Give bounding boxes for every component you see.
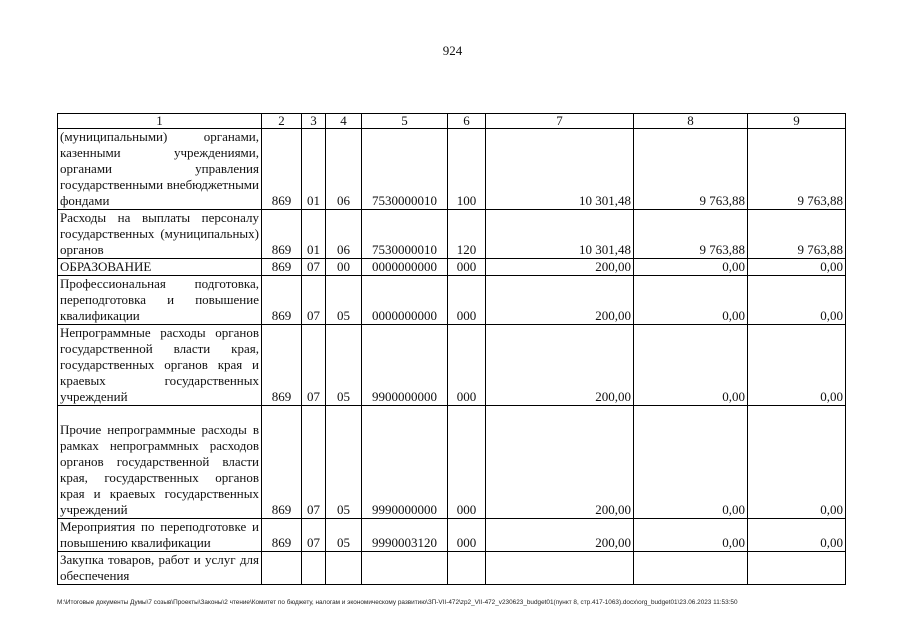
table-row (58, 276, 846, 325)
cell-amount-year-1: 200,00 (486, 276, 634, 325)
cell-ministry-code: 869 (262, 210, 302, 259)
cell-expense-type: 000 (448, 276, 486, 325)
cell-section: 07 (302, 519, 326, 552)
cell-section: 01 (302, 210, 326, 259)
cell-target-article: 9900000000 (362, 325, 448, 406)
cell-amount-year-2: 9 763,88 (634, 129, 748, 210)
cell-amount-year-3: 0,00 (748, 519, 846, 552)
cell-amount-year-1: 200,00 (486, 259, 634, 276)
cell-expense-type: 120 (448, 210, 486, 259)
column-header-1: 1 (58, 114, 262, 129)
cell-amount-year-1 (486, 552, 634, 585)
cell-ministry-code (262, 552, 302, 585)
cell-ministry-code: 869 (262, 259, 302, 276)
row-name: Закупка товаров, работ и услуг для обеспечения (58, 552, 262, 585)
row-name: Профессиональная подготовка, переподготовка и повышение квалификации (58, 276, 262, 325)
cell-amount-year-1: 10 301,48 (486, 210, 634, 259)
cell-amount-year-3: 0,00 (748, 325, 846, 406)
cell-amount-year-1: 200,00 (486, 406, 634, 519)
cell-target-article: 9990003120 (362, 519, 448, 552)
cell-amount-year-2: 9 763,88 (634, 210, 748, 259)
column-header-7: 7 (486, 114, 634, 129)
table-row (58, 210, 846, 259)
cell-target-article: 0000000000 (362, 259, 448, 276)
cell-ministry-code: 869 (262, 406, 302, 519)
column-header-8: 8 (634, 114, 748, 129)
budget-table (57, 113, 846, 585)
cell-amount-year-2: 0,00 (634, 276, 748, 325)
cell-amount-year-3: 0,00 (748, 276, 846, 325)
cell-subsection: 06 (326, 210, 362, 259)
cell-target-article: 9990000000 (362, 406, 448, 519)
column-header-9: 9 (748, 114, 846, 129)
cell-target-article: 0000000000 (362, 276, 448, 325)
cell-expense-type (448, 552, 486, 585)
cell-subsection: 06 (326, 129, 362, 210)
row-name: Непрограммные расходы органов государственной власти края, государственных органов края и краевых государственных учреждений (58, 325, 262, 406)
table-row (58, 325, 846, 406)
table-row (58, 259, 846, 276)
cell-expense-type: 100 (448, 129, 486, 210)
cell-amount-year-3: 0,00 (748, 406, 846, 519)
row-name: ОБРАЗОВАНИЕ (58, 259, 262, 276)
cell-subsection: 00 (326, 259, 362, 276)
cell-ministry-code: 869 (262, 519, 302, 552)
cell-amount-year-2: 0,00 (634, 259, 748, 276)
column-header-6: 6 (448, 114, 486, 129)
cell-section (302, 552, 326, 585)
table-row (58, 552, 846, 585)
row-name: Расходы на выплаты персоналу государственных (муниципальных) органов (58, 210, 262, 259)
cell-amount-year-1: 200,00 (486, 519, 634, 552)
cell-subsection: 05 (326, 519, 362, 552)
cell-amount-year-1: 200,00 (486, 325, 634, 406)
cell-amount-year-2: 0,00 (634, 519, 748, 552)
cell-ministry-code: 869 (262, 129, 302, 210)
cell-section: 07 (302, 259, 326, 276)
cell-target-article: 7530000010 (362, 210, 448, 259)
cell-section: 01 (302, 129, 326, 210)
cell-expense-type: 000 (448, 519, 486, 552)
cell-amount-year-3: 9 763,88 (748, 210, 846, 259)
column-header-5: 5 (362, 114, 448, 129)
cell-expense-type: 000 (448, 406, 486, 519)
cell-section: 07 (302, 406, 326, 519)
cell-subsection: 05 (326, 325, 362, 406)
column-number-row (58, 114, 846, 129)
cell-expense-type: 000 (448, 259, 486, 276)
cell-amount-year-3: 9 763,88 (748, 129, 846, 210)
cell-target-article: 7530000010 (362, 129, 448, 210)
cell-expense-type: 000 (448, 325, 486, 406)
table-row (58, 406, 846, 519)
page-number: 924 (442, 43, 463, 58)
column-header-2: 2 (262, 114, 302, 129)
cell-amount-year-2 (634, 552, 748, 585)
column-header-3: 3 (302, 114, 326, 129)
row-name: (муниципальными) органами, казенными учреждениями, органами управления государственными внебюджетными фондами (58, 129, 262, 210)
cell-amount-year-2: 0,00 (634, 325, 748, 406)
cell-amount-year-1: 10 301,48 (486, 129, 634, 210)
cell-amount-year-3: 0,00 (748, 259, 846, 276)
cell-target-article (362, 552, 448, 585)
table-row (58, 519, 846, 552)
column-header-4: 4 (326, 114, 362, 129)
cell-ministry-code: 869 (262, 325, 302, 406)
row-name: Прочие непрограммные расходы в рамках непрограммных расходов органов государственной власти края, государственных органов края и краевых государственных учреждений (58, 406, 262, 519)
table-row (58, 129, 846, 210)
cell-section: 07 (302, 276, 326, 325)
row-name: Мероприятия по переподготовке и повышению квалификации (58, 519, 262, 552)
cell-section: 07 (302, 325, 326, 406)
cell-amount-year-2: 0,00 (634, 406, 748, 519)
document-path-footer: M:\Итоговые документы Думы\7 созыв\Проекты\Законы\2 чтение\Комитет по бюджету, налогам и экономическому развитию\ЗП-VII-472\zp2_VII-472_v230623_budget01(пункт 8, стр.417-1063).docx\org_budget01\23.06.2023 11:53:50 (57, 599, 738, 606)
cell-subsection (326, 552, 362, 585)
cell-subsection: 05 (326, 406, 362, 519)
cell-ministry-code: 869 (262, 276, 302, 325)
cell-amount-year-3 (748, 552, 846, 585)
cell-subsection: 05 (326, 276, 362, 325)
